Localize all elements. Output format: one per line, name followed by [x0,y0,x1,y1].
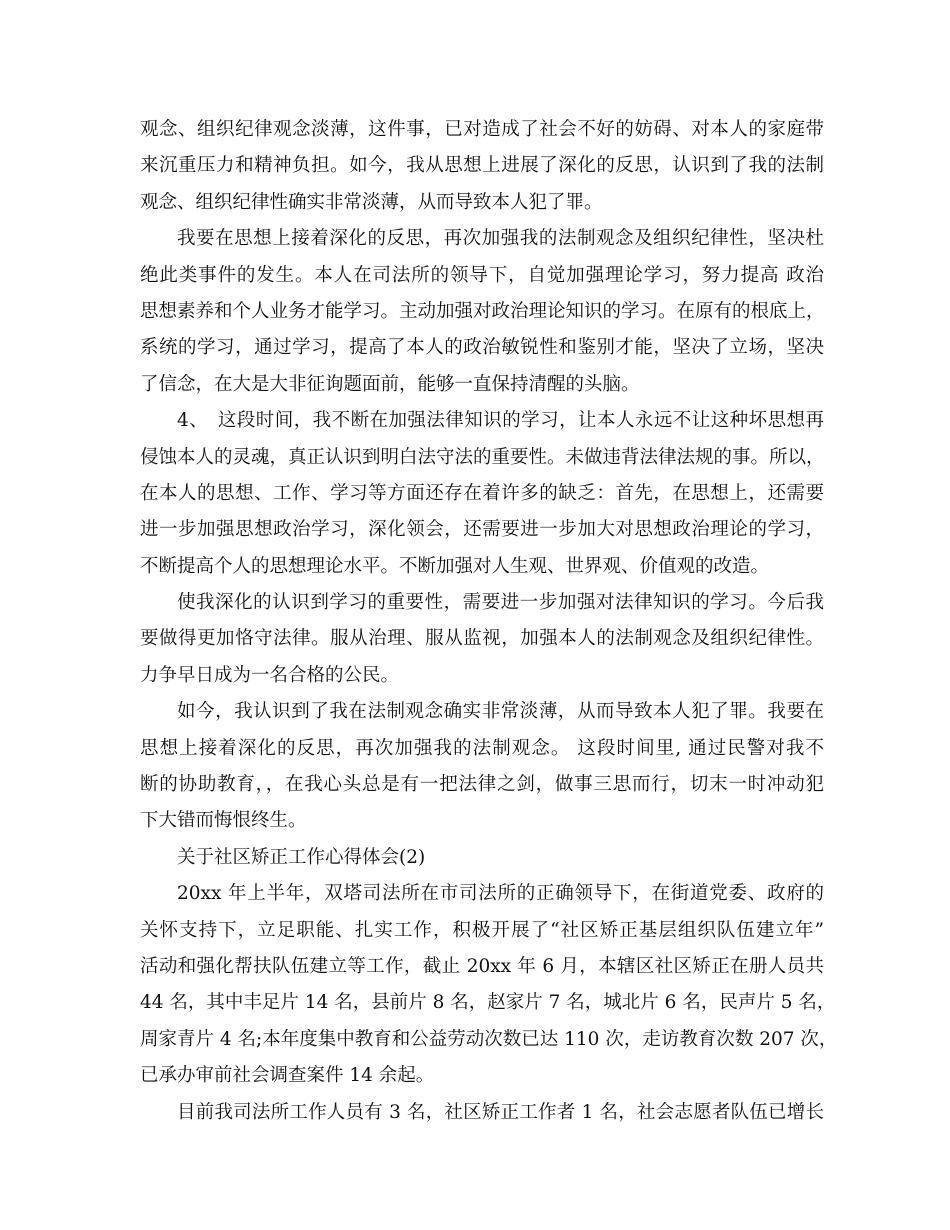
document-body [140,112,838,1131]
text-line: 已承办审前社会调查案件 14 余起。 [140,1065,435,1087]
paragraph-first-line: 使我深化的认识到学习的重要性，需要进一步加强对法律知识的学习。今后我 [177,592,824,614]
text-line: 系统的学习，通过学习，提高了本人的政治敏锐性和鉴别才能，坚决了立场，坚决 [140,337,824,359]
text-line: 观念、组织纪律性确实非常淡薄，从而导致本人犯了罪。 [140,191,603,213]
text-line: 绝此类事件的发生。本人在司法所的领导下，自觉加强理论学习，努力提高 政治 [140,264,824,286]
text-line: 不断提高个人的思想理论水平。不断加强对人生观、世界观、价值观的改造。 [140,555,770,577]
section-heading: 关于社区矫正工作心得体会(2) [177,846,426,868]
text-line: 44 名，其中丰足片 14 名，县前片 8 名，赵家片 7 名，城北片 6 名，民声片 5 名， [140,992,836,1014]
text-line: 思想上接着深化的反思，再次加强我的法制观念。 这段时间里, 通过民警对我不 [140,737,824,759]
text-line: 周家青片 4 名;本年度集中教育和公益劳动次数已达 110 次，走访教育次数 207 次， [140,1028,838,1050]
text-line: 侵蚀本人的灵魂，真正认识到明白法守法的重要性。未做违背法律法规的事。所以， [140,446,825,468]
text-line: 思想素养和个人业务才能学习。主动加强对政治理论知识的学习。在原有的根底上， [140,300,825,322]
text-line: 在本人的思想、工作、学习等方面还存在着许多的缺乏：首先，在思想上，还需要 [140,482,824,504]
text-line: 关怀支持下，立足职能、扎实工作，积极开展了“社区矫正基层组织队伍建立年” [140,919,824,941]
paragraph-first-line: 4、 这段时间，我不断在加强法律知识的学习，让本人永远不让这种坏思想再 [177,410,824,432]
text-line: 进一步加强思想政治学习，深化领会，还需要进一步加大对思想政治理论的学习， [140,519,824,541]
paragraph-first-line: 20xx 年上半年，双塔司法所在市司法所的正确领导下，在街道党委、政府的 [177,883,824,905]
paragraph-first-line: 目前我司法所工作人员有 3 名，社区矫正工作者 1 名，社会志愿者队伍已增长 [177,1101,824,1123]
text-line: 要做得更加恪守法律。服从治理、服从监视，加强本人的法制观念及组织纪律性。 [140,628,824,650]
text-line: 力争早日成为一名合格的公民。 [140,664,400,686]
text-line: 观念、组织纪律观念淡薄，这件事，已对造成了社会不好的妨碍、对本人的家庭带 [140,119,824,140]
paragraph-first-line: 如今，我认识到了我在法制观念确实非常淡薄，从而导致本人犯了罪。我要在 [177,701,824,723]
paragraph-first-line: 我要在思想上接着深化的反思，再次加强我的法制观念及组织纪律性，坚决杜 [177,228,824,250]
text-line: 来沉重压力和精神负担。如今，我从思想上进展了深化的反思，认识到了我的法制 [140,155,824,177]
text-line: 下大错而悔恨终生。 [140,810,307,832]
text-line: 活动和强化帮扶队伍建立等工作，截止 20xx 年 6 月，本辖区社区矫正在册人员共 [140,955,824,977]
text-line: 了信念，在大是大非征询题面前，能够一直保持清醒的头脑。 [140,373,640,395]
text-line: 断的协助教育，，在我心头总是有一把法律之剑，做事三思而行，切末一时冲动犯 [140,774,824,796]
